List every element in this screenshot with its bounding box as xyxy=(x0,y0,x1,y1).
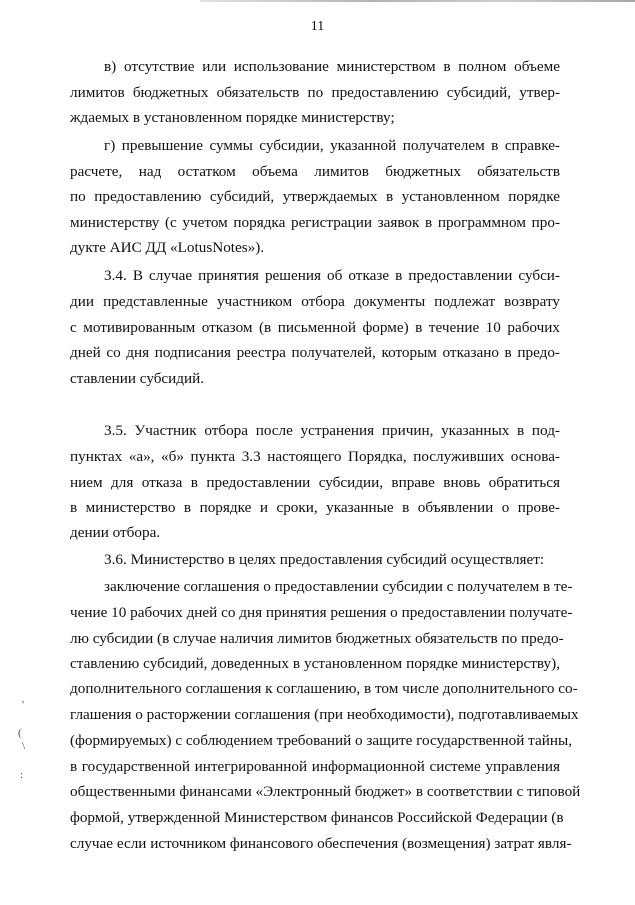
paragraph-line: пунктах «а», «б» пункта 3.3 настоящего Порядка, послуживших основа- xyxy=(70,448,560,465)
paragraph-line: 3.6. Министерство в целях предоставления субсидий осуществляет: xyxy=(104,551,545,568)
scan-speck: \ xyxy=(22,740,26,752)
scan-speck: : xyxy=(20,769,24,781)
paragraph-line: 3.5. Участник отбора после устранения причин, указанных в под- xyxy=(104,422,560,439)
paragraph-line: министерству (с учетом порядка регистрации заявок в программном про- xyxy=(70,214,560,231)
paragraph-line: расчете, над остатком объема лимитов бюджетных обязательств xyxy=(70,163,560,180)
scan-speck: ( xyxy=(18,727,22,739)
paragraph-line: с мотивированным отказом (в письменной форме) в течение 10 рабочих xyxy=(70,319,560,336)
paragraph-line: в государственной интегрированной информационной системе управления xyxy=(70,758,560,775)
paragraph-line: ставлению субсидий, доведенных в установленном порядке министерству), xyxy=(70,655,560,672)
paragraph-line: дении отбора. xyxy=(70,524,161,541)
paragraph-line: г) превышение суммы субсидии, указанной получателем в справке- xyxy=(104,137,560,154)
paragraph-line: ждаемых в установленном порядке министерству; xyxy=(70,109,395,126)
paragraph-line: заключение соглашения о предоставлении субсидии с получателем в те- xyxy=(104,578,573,595)
scan-edge-line xyxy=(200,0,635,2)
page-number: 11 xyxy=(310,19,325,34)
paragraph-line: чение 10 рабочих дней со дня принятия решения о предоставлении получате- xyxy=(70,604,573,621)
paragraph-line: дукте АИС ДД «LotusNotes»). xyxy=(70,239,265,256)
paragraph-line: дии представленные участником отбора документы подлежат возврату xyxy=(70,293,560,310)
paragraph-line: лимитов бюджетных обязательств по предоставлению субсидий, утвер- xyxy=(70,84,560,101)
paragraph-line: по предоставлению субсидий, утверждаемых в установленном порядке xyxy=(70,188,560,205)
paragraph-line: 3.4. В случае принятия решения об отказе в предоставлении субси- xyxy=(104,267,560,284)
paragraph-line: (формируемых) с соблюдением требований о защите государственной тайны, xyxy=(70,732,572,749)
paragraph-line: лю субсидии (в случае наличия лимитов бюджетных обязательств по предо- xyxy=(70,630,564,647)
paragraph-line: дней со дня подписания реестра получателей, которым отказано в предо- xyxy=(70,344,560,361)
paragraph-line: нием для отказа в предоставлении субсидии, вправе вновь обратиться xyxy=(70,474,560,491)
paragraph-line: глашения о расторжении соглашения (при необходимости), подготавливаемых xyxy=(70,706,579,723)
paragraph-line: дополнительного соглашения к соглашению, в том числе дополнительного со- xyxy=(70,680,578,697)
paragraph-line: общественными финансами «Электронный бюджет» в соответствии с типовой xyxy=(70,783,581,800)
scan-speck: ' xyxy=(22,699,24,711)
paragraph-line: в министерство в порядке и сроки, указанные в объявлении о прове- xyxy=(70,499,560,516)
paragraph-line: формой, утвержденной Министерством финансов Российской Федерации (в xyxy=(70,809,564,826)
paragraph-line: в) отсутствие или использование министерством в полном объеме xyxy=(104,58,560,75)
paragraph-line: ставлении субсидий. xyxy=(70,370,205,387)
paragraph-line: случае если источником финансового обеспечения (возмещения) затрат явля- xyxy=(70,835,572,852)
